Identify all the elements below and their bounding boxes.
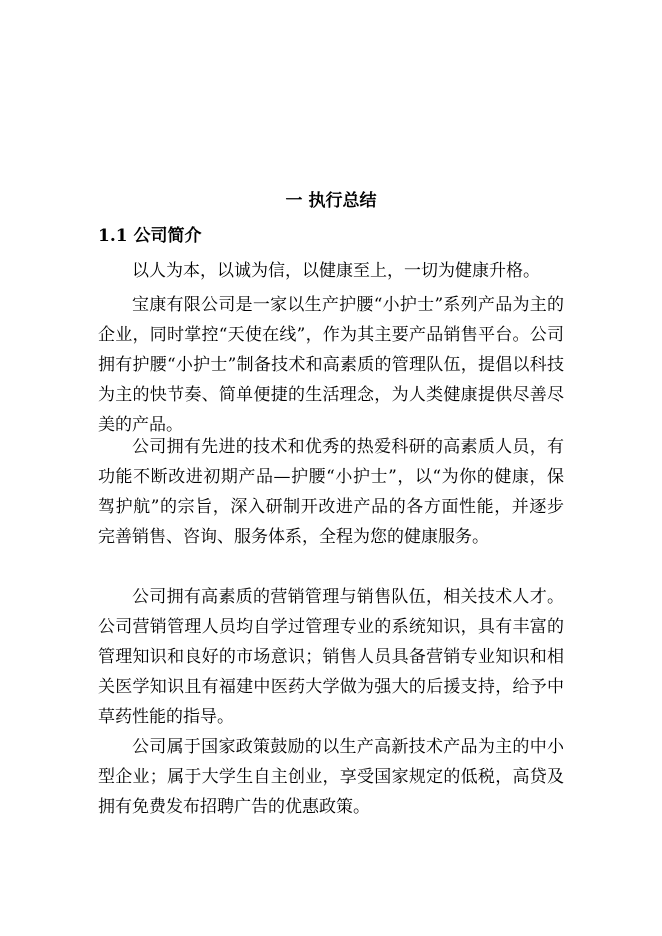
paragraph-marketing [98,582,564,732]
paragraph-motto [98,256,564,286]
paragraph-company-intro [98,290,564,440]
chapter-title: 一 执行总结 [285,191,377,211]
paragraph-text: 公司拥有先进的技术和优秀的热爱科研的高素质人员，有功能不断改进初期产品—护腰“小护士”，以“为你的健康，保驾护航”的宗旨，深入研制开改进产品的各方面性能，并逐步完善销售、咨询、服务体系，全程为您的健康服务。 [98,437,564,547]
paragraph-text: 以人为本，以诚为信，以健康至上，一切为健康升格。 [132,261,540,281]
paragraph-text: 公司拥有高素质的营销管理与销售队伍，相关技术人才。公司营销管理人员均自学过管理专业的系统知识，具有丰富的管理知识和良好的市场意识；销售人员具备营销专业知识和相关医学知识且有福建中医药大学做为强大的后援支持，给予中草药性能的指导。 [98,587,564,727]
section-title: 1.1 公司简介 [98,226,202,246]
paragraph-technology [98,432,564,552]
paragraph-text: 公司属于国家政策鼓励的以生产高新技术产品为主的中小型企业；属于大学生自主创业，享受国家规定的低税，高贷及拥有免费发布招聘广告的优惠政策。 [98,737,564,817]
paragraph-text: 宝康有限公司是一家以生产护腰“小护士”系列产品为主的企业，同时掌控“天使在线”，作为其主要产品销售平台。公司拥有护腰“小护士”制备技术和高素质的管理队伍，提倡以科技为主的快节奏、简单便捷的生活理念，为人类健康提供尽善尽美的产品。 [98,295,564,435]
paragraph-policy [98,732,564,822]
